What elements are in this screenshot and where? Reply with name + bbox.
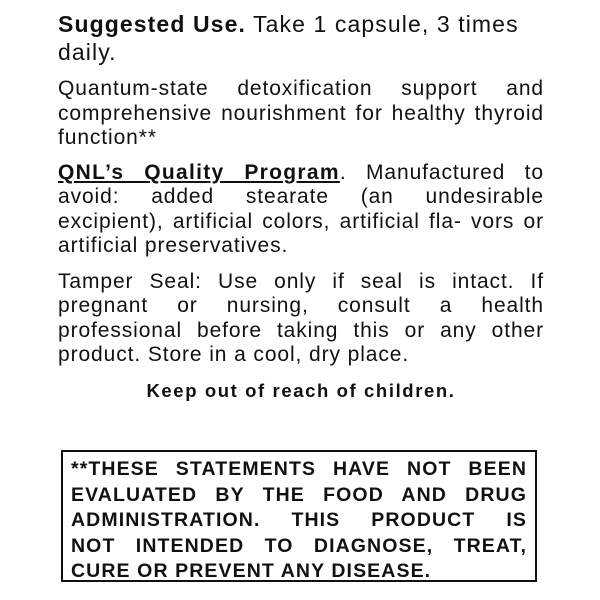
description-paragraph: Quantum-state detoxification support and comprehensive nourishment for healthy thyroid function** [58,77,544,149]
suggested-use-heading: Suggested Use. [58,11,246,37]
fda-disclaimer-box [61,450,537,582]
suggested-use-paragraph [58,10,544,66]
disclaimer-line: EVALUATED BY THE FOOD AND DRUG [71,483,527,506]
disclaimer-line: **THESE STATEMENTS HAVE NOT BEEN [71,458,527,480]
disclaimer-line: CURE OR PREVENT ANY DISEASE. [71,560,432,582]
quality-program-heading: QNL’s Quality Program [58,160,340,184]
quality-program-paragraph [58,161,544,259]
disclaimer-line: ADMINISTRATION. THIS PRODUCT IS [71,509,527,531]
tamper-seal-paragraph: Tamper Seal: Use only if seal is intact. If pregnant or nursing, consult a health professional before taking this or any other product. Store in a cool, dry place. [58,269,544,366]
keep-out-warning: Keep out of reach of children. [146,379,456,401]
suggested-use-text: Take 1 capsule, 3 times daily. [58,11,519,65]
supplement-label-text [58,10,544,403]
disclaimer-line: NOT INTENDED TO DIAGNOSE, TREAT, [71,534,527,557]
quality-program-text: . Manufactured to avoid: added stearate (an undesirable excipient), artificial colors, artificial fla- vors or artificial preservatives. [58,160,544,257]
